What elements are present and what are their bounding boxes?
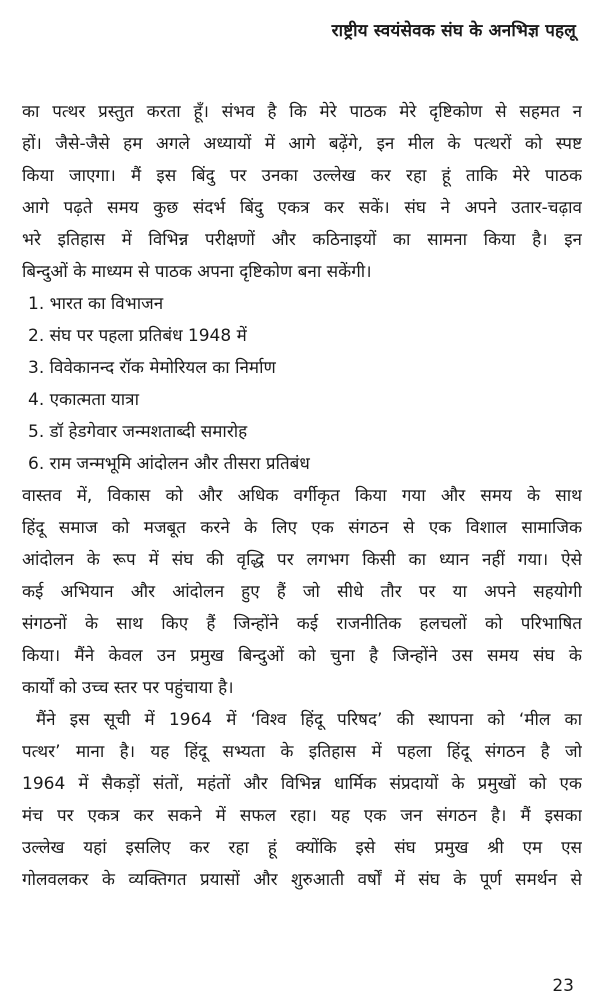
text-line: संगठनों के साथ किए हैं जिन्होंने कई राजनीतिक हलचलों को परिभाषित [22,614,582,634]
list-item: 2. संघ पर पहला प्रतिबंध 1948 में [28,326,247,346]
running-header: राष्ट्रीय स्वयंसेवक संघ के अनभिज्ञ पहलू [331,21,576,41]
text-line: हों। जैसे-जैसे हम अगले अध्यायों में आगे बढ़ेंगे, इन मील के पत्थरों को स्पष्ट [22,134,582,154]
text-line: कई अभियान और आंदोलन हुए हैं जो सीधे तौर पर या अपने सहयोगी [22,582,582,602]
list-item: 3. विवेकानन्द रॉक मेमोरियल का निर्माण [28,358,276,378]
text-line: आगे पढ़ते समय कुछ संदर्भ बिंदु एकत्र कर सकें। संघ ने अपने उतार-चढ़ाव [22,198,582,218]
text-line: किया जाएगा। मैं इस बिंदु पर उनका उल्लेख कर रहा हूं ताकि मेरे पाठक [22,166,582,186]
body-text [22,96,582,896]
paragraph-intro [22,96,582,288]
paragraph-vhp [22,704,582,896]
text-line: मंच पर एकत्र कर सकने में सफल रहा। यह एक जन संगठन है। मैं इसका [22,806,582,826]
list-item: 5. डॉ हेडगेवार जन्मशताब्दी समारोह [28,422,248,442]
text-line: कार्यों को उच्च स्तर पर पहुंचाया है। [22,678,234,698]
text-line: का पत्थर प्रस्तुत करता हूँ। संभव है कि मेरे पाठक मेरे दृष्टिकोण से सहमत न [22,102,582,122]
text-line: किया। मैंने केवल उन प्रमुख बिन्दुओं को चुना है जिन्होंने उस समय संघ के [22,646,582,666]
text-line: मैंने इस सूची में 1964 में ‘विश्व हिंदू परिषद’ की स्थापना को ‘मील का [36,710,582,730]
text-line: बिन्दुओं के माध्यम से पाठक अपना दृष्टिकोण बना सकेंगी। [22,262,372,282]
paragraph-development [22,480,582,704]
list-item: 6. राम जन्मभूमि आंदोलन और तीसरा प्रतिबंध [28,454,310,474]
text-line: आंदोलन के रूप में संघ की वृद्धि पर लगभग किसी का ध्यान नहीं गया। ऐसे [22,550,582,570]
text-line: वास्तव में, विकास को और अधिक वर्गीकृत किया गया और समय के साथ [22,486,582,506]
text-line: पत्थर’ माना है। यह हिंदू सभ्यता के इतिहास में पहला हिंदू संगठन है जो [22,742,582,762]
milestone-list [22,288,582,480]
text-line: हिंदू समाज को मजबूत करने के लिए एक संगठन से एक विशाल सामाजिक [22,518,582,538]
text-line: भरे इतिहास में विभिन्न परीक्षणों और कठिनाइयों का सामना किया है। इन [22,230,582,250]
text-line: गोलवलकर के व्यक्तिगत प्रयासों और शुरुआती वर्षों में संघ के पूर्ण समर्थन से [22,870,582,890]
list-item: 4. एकात्मता यात्रा [28,390,139,410]
text-line: 1964 में सैकड़ों संतों, महंतों और विभिन्न धार्मिक संप्रदायों के प्रमुखों को एक [22,774,582,794]
page-number: 23 [552,976,574,996]
text-line: उल्लेख यहां इसलिए कर रहा हूं क्योंकि इसे संघ प्रमुख श्री एम एस [22,838,582,858]
list-item: 1. भारत का विभाजन [28,294,164,314]
